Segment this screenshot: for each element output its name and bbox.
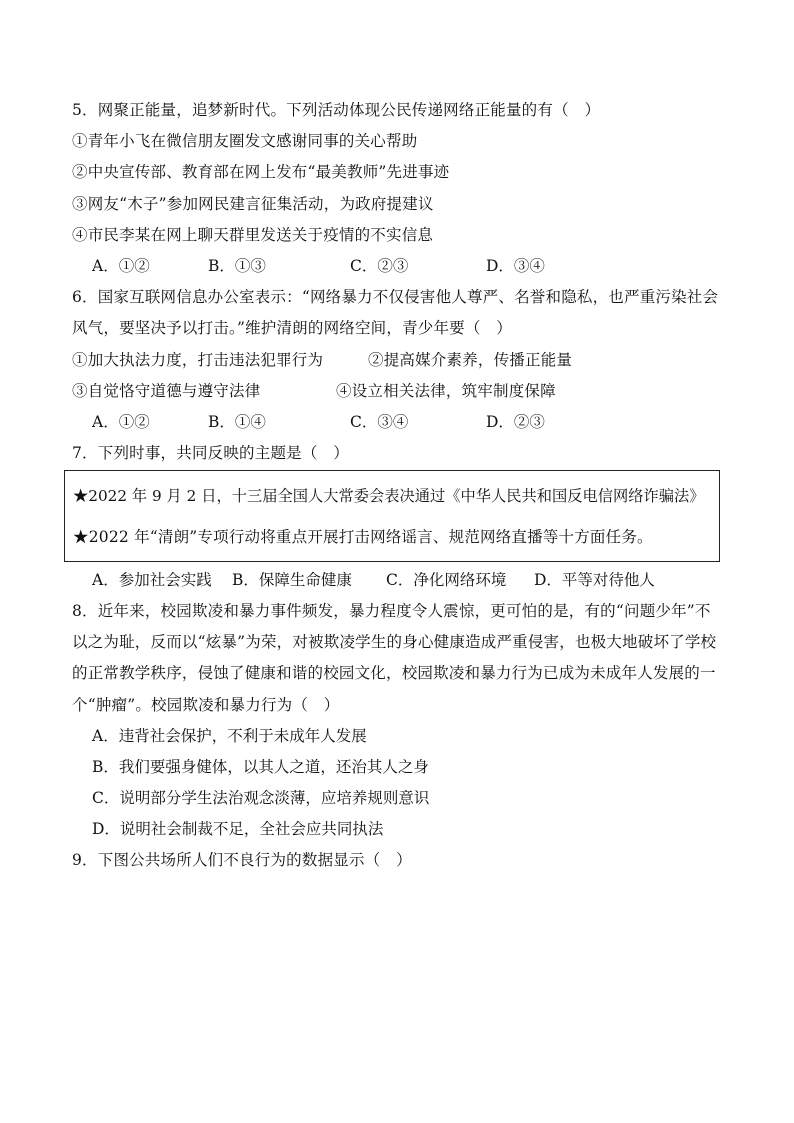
q6-item-3: ③自觉恪守道德与遵守法律 <box>72 382 261 400</box>
q7-option-c[interactable]: C．净化网络环境 <box>386 571 507 589</box>
q8-option-c[interactable]: C．说明部分学生法治观念淡薄，应培养规则意识 <box>92 789 430 807</box>
q7-news-item-1: ★2022 年 9 月 2 日，十三届全国人大常委会表决通过《中华人民共和国反电信网络诈骗法》 <box>73 487 705 505</box>
q8-option-a[interactable]: A．违背社会保护，不利于未成年人发展 <box>92 727 367 745</box>
q7-option-d[interactable]: D．平等对待他人 <box>534 571 655 589</box>
q8-stem-line-1: 8．近年来，校园欺凌和暴力事件频发，暴力程度令人震惊，更可怕的是，有的“问题少年”不 <box>72 602 711 620</box>
q7-option-a[interactable]: A．参加社会实践 <box>92 571 212 589</box>
q5-stem: 5．网聚正能量，追梦新时代。下列活动体现公民传递网络正能量的有（ ） <box>72 101 601 119</box>
q7-option-b[interactable]: B．保障生命健康 <box>232 571 352 589</box>
q5-option-c[interactable]: C．②③ <box>350 257 409 275</box>
q6-option-b[interactable]: B．①④ <box>208 413 266 431</box>
q7-stem: 7．下列时事，共同反映的主题是（ ） <box>72 444 349 462</box>
q8-stem-line-2: 以之为耻，反而以“炫暴”为荣，对被欺凌学生的身心健康造成严重侵害，也极大地破坏了学校 <box>72 633 717 651</box>
q5-option-d[interactable]: D．③④ <box>486 257 545 275</box>
q5-item-2: ②中央宣传部、教育部在网上发布“最美教师”先进事迹 <box>72 163 450 181</box>
q8-stem-line-4: 个“肿瘤”。校园欺凌和暴力行为（ ） <box>72 696 340 714</box>
q7-news-item-2: ★2022 年“清朗”专项行动将重点开展打击网络谣言、规范网络直播等十方面任务。 <box>73 528 653 546</box>
q6-item-2: ②提高媒介素养，传播正能量 <box>368 351 573 369</box>
q5-option-a[interactable]: A．①② <box>92 257 150 275</box>
q7-news-box <box>64 470 720 562</box>
q5-item-3: ③网友“木子”参加网民建言征集活动，为政府提建议 <box>72 195 434 213</box>
q6-option-d[interactable]: D．②③ <box>486 413 545 431</box>
q6-option-c[interactable]: C．③④ <box>350 413 409 431</box>
q6-option-a[interactable]: A．①② <box>92 413 150 431</box>
q9-stem: 9．下图公共场所人们不良行为的数据显示（ ） <box>72 851 412 869</box>
q5-item-4: ④市民李某在网上聊天群里发送关于疫情的不实信息 <box>72 226 434 244</box>
q5-option-b[interactable]: B．①③ <box>208 257 266 275</box>
q6-stem-line-2: 风气，要坚决予以打击。”维护清朗的网络空间，青少年要（ ） <box>72 319 512 337</box>
q6-item-4: ④设立相关法律，筑牢制度保障 <box>336 382 556 400</box>
q5-item-1: ①青年小飞在微信朋友圈发文感谢同事的关心帮助 <box>72 132 418 150</box>
q8-stem-line-3: 的正常教学秩序，侵蚀了健康和谐的校园文化，校园欺凌和暴力行为已成为未成年人发展的一 <box>72 664 716 682</box>
q8-option-d[interactable]: D．说明社会制裁不足，全社会应共同执法 <box>92 820 384 838</box>
q6-stem-line-1: 6．国家互联网信息办公室表示：“网络暴力不仅侵害他人尊严、名誉和隐私，也严重污染社会 <box>72 288 719 306</box>
q6-item-1: ①加大执法力度，打击违法犯罪行为 <box>72 351 324 369</box>
q8-option-b[interactable]: B．我们要强身健体，以其人之道，还治其人之身 <box>92 758 429 776</box>
